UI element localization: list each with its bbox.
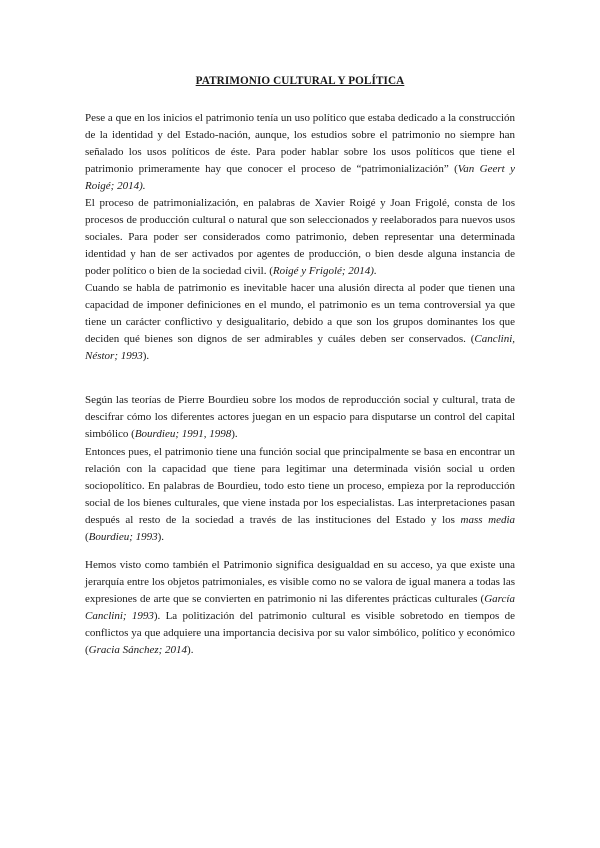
page-title: PATRIMONIO CULTURAL Y POLÍTICA xyxy=(195,75,405,87)
paragraph-text-end: ). xyxy=(187,644,194,656)
paragraph xyxy=(85,195,515,280)
paragraph-text-end: ). xyxy=(157,531,165,543)
citation: Gracia Sánchez; 2014 xyxy=(88,644,188,656)
citation: Van Geert y Roigé; 2014). xyxy=(85,163,515,192)
paragraph-text-mid: ( xyxy=(85,531,89,543)
paragraph-text: Hemos visto como también el Patrimonio significa desigualdad en su acceso, ya que existe una jerarquía entre los objetos patrimoniales, es visible como no se valora de igual manera a todas las expresiones de arte que se convierten en patrimonio ni las diferentes prácticas culturales ( xyxy=(85,559,515,605)
paragraph-text: Según las teorías de Pierre Bourdieu sobre los modos de reproducción social y cultural, trata de descifrar cómo los diferentes actores juegan en un espacio para disputarse un control del capital simbólico ( xyxy=(85,394,515,440)
paragraph-text: Entonces pues, el patrimonio tiene una función social que principalmente se basa en encontrar un relación con la capacidad que tiene para legitimar una determinada visión social u orden sociopolítico. En palabras de Bourdieu, todo esto tiene un proceso, empieza por la reproducción social de los bienes culturales, que viene instada por los especialistas. Las interpretaciones pasan después al resto de la sociedad a través de las instituciones del Estado y los xyxy=(85,446,515,526)
paragraph-text-end: ). xyxy=(231,428,238,440)
paragraph xyxy=(85,280,515,365)
paragraph xyxy=(85,392,515,443)
paragraph-text-end: ). xyxy=(142,350,150,362)
citation: García Canclini; 1993 xyxy=(85,593,515,622)
paragraph xyxy=(85,557,515,659)
paragraph-text: El proceso de patrimonialización, en palabras de Xavier Roigé y Joan Frigolé, consta de los procesos de producción cultural o natural que son seleccionados y reelaborados para nuevos usos sociales. Para poder ser considerados como patrimonio, deben representar una determinada identidad y han de ser activados por agentes de producción, o bien desde alguna instancia de poder político o bien de la sociedad civil. ( xyxy=(85,197,515,277)
emphasis-term: mass media xyxy=(460,514,516,526)
paragraph xyxy=(85,444,515,546)
paragraph-text-mid: ). La politización del patrimonio cultural es visible sobretodo en tiempos de conflictos ya que adquiere una importancia decisiva por su valor simbólico, político y económico ( xyxy=(85,610,515,656)
paragraph-text: Pese a que en los inicios el patrimonio tenía un uso político que estaba dedicado a la construcción de la identidad y del Estado-nación, aunque, los estudios sobre el patrimonio no siempre han señalado los usos políticos de éste. Para poder hablar sobre los usos políticos que tiene el patrimonio primeramente hay que conocer el proceso de “patrimonialización” ( xyxy=(85,112,515,175)
paragraph xyxy=(85,110,515,195)
citation: Bourdieu; 1991, 1998 xyxy=(134,428,232,440)
paragraph-text: Cuando se habla de patrimonio es inevitable hacer una alusión directa al poder que tienen una capacidad de imponer definiciones en el mundo, el patrimonio es un tema controversial ya que tiene un carácter conflictivo y desigualitario, debido a que son los grupos dominantes los que deciden qué bienes son dignos de ser admirables y cuáles deben ser conservados. ( xyxy=(85,282,515,345)
citation: Bourdieu; 1993 xyxy=(88,531,158,543)
citation: Roigé y Frigolé; 2014). xyxy=(272,265,377,277)
citation: Canclini, Néstor; 1993 xyxy=(85,333,515,362)
